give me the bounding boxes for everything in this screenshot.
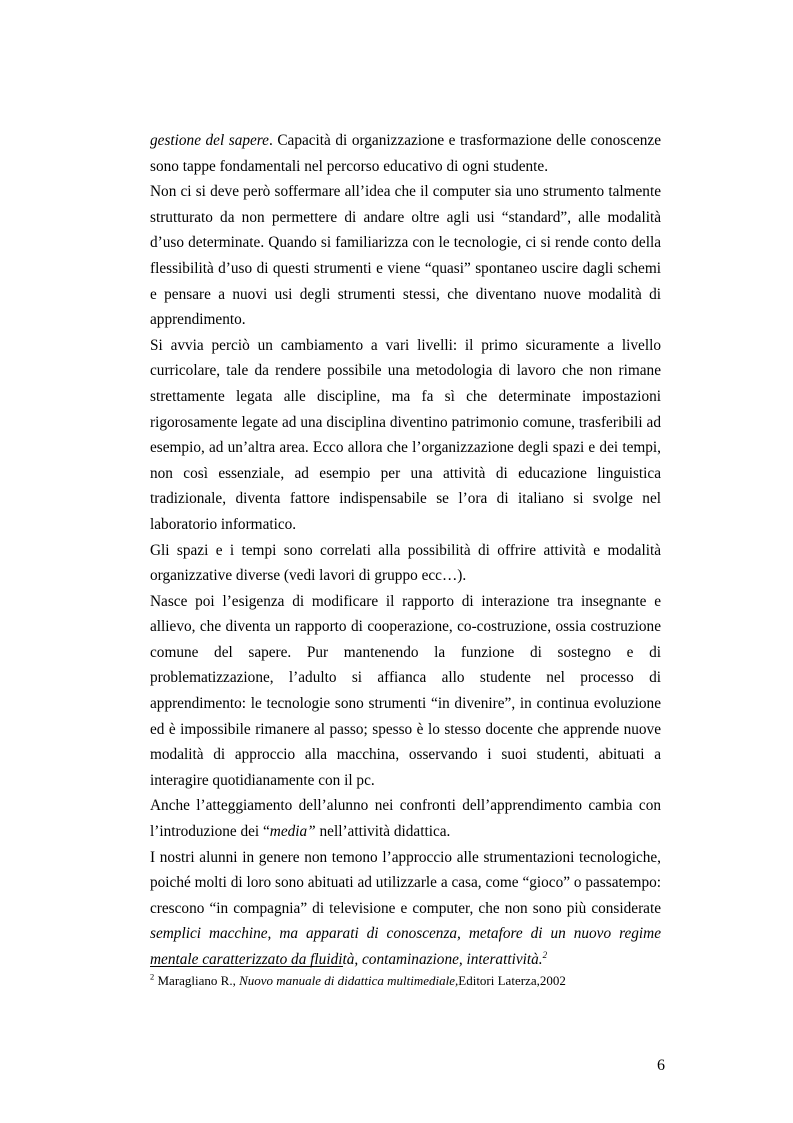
- text-run: Nasce poi l’esigenza di modificare il rapporto di interazione tra insegnante e allievo, che diventa un rapporto di cooperazione, co-costruzione, ossia costruzione comune del sapere. Pur mantenendo la funzione di sostegno e di problematizzazione, l’adulto si affianca allo studente nel processo di apprendimento: le tecnologie sono strumenti “in divenire”, in continua evoluzione ed è impossibile rimanere al passo; spesso è lo stesso docente che apprende nuove modalità di approccio alla macchina, osservando i suoi studenti, abituati a interagire quotidianamente con il pc.: [150, 592, 661, 789]
- footnote-marker: 2: [150, 971, 155, 982]
- paragraph: [150, 538, 661, 589]
- text-run: nell’attività didattica.: [315, 823, 451, 841]
- paragraph: [150, 179, 661, 333]
- footnote-title: Nuovo manuale di didattica multimediale,: [239, 973, 459, 988]
- paragraph: [150, 589, 661, 794]
- text-run: . Capacità di organizzazione e trasformazione delle conoscenze sono tappe fondamentali nel percorso educativo di ogni studente.: [150, 132, 662, 175]
- italic-text: gestione del sapere: [150, 132, 269, 149]
- page-number: 6: [657, 1057, 665, 1074]
- paragraph: [150, 793, 661, 844]
- footnote-publisher: Editori Laterza,2002: [458, 973, 566, 988]
- italic-text: semplici macchine, ma apparati di conoscenza, metafore di un nuovo regime mentale caratterizzato da fluidità, contaminazione, interattività.: [150, 925, 661, 968]
- body-text: [150, 128, 661, 973]
- footnote-reference: 2: [542, 949, 548, 960]
- footnote: [150, 972, 670, 989]
- text-run: I nostri alunni in genere non temono l’approccio alle strumentazioni tecnologiche, poiché molti di loro sono abituati ad utilizzarle a casa, come “gioco” o passatempo: crescono “in compagnia” di televisione e computer, che non sono più considerate: [150, 848, 661, 917]
- footnote-author: Maragliano R.,: [154, 973, 240, 988]
- footnote-separator: [150, 966, 343, 967]
- text-run: Non ci si deve però soffermare all’idea che il computer sia uno strumento talmente strutturato da non permettere di andare oltre agli usi “standard”, alle modalità d’uso determinate. Quando si familiarizza con le tecnologie, ci si rende conto della flessibilità d’uso di questi strumenti e viene “quasi” spontaneo uscire dagli schemi e pensare a nuovi usi degli strumenti stessi, che diventano nuove modalità di apprendimento.: [150, 183, 661, 329]
- text-run: Gli spazi e i tempi sono correlati alla possibilità di offrire attività e modalità organizzative diverse (vedi lavori di gruppo ecc…).: [150, 541, 661, 585]
- paragraph: [150, 845, 661, 973]
- paragraph: [150, 128, 661, 179]
- text-run: Anche l’atteggiamento dell’alunno nei confronti dell’apprendimento cambia con l’introduzione dei “: [150, 797, 661, 841]
- paragraph: [150, 333, 661, 538]
- italic-text: media”: [269, 823, 316, 841]
- text-run: Si avvia perciò un cambiamento a vari livelli: il primo sicuramente a livello curricolare, tale da rendere possibile una metodologia di lavoro che non rimane strettamente legata alle discipline, ma fa sì che determinate impostazioni rigorosamente legate ad una disciplina diventino patrimonio comune, trasferibili ad esempio, ad un’altra area. Ecco allora che l’organizzazione degli spazi e dei tempi, non così essenziale, ad esempio per una attività di educazione linguistica tradizionale, diventa fattore indispensabile se l’ora di italiano si svolge nel laboratorio informatico.: [150, 336, 661, 533]
